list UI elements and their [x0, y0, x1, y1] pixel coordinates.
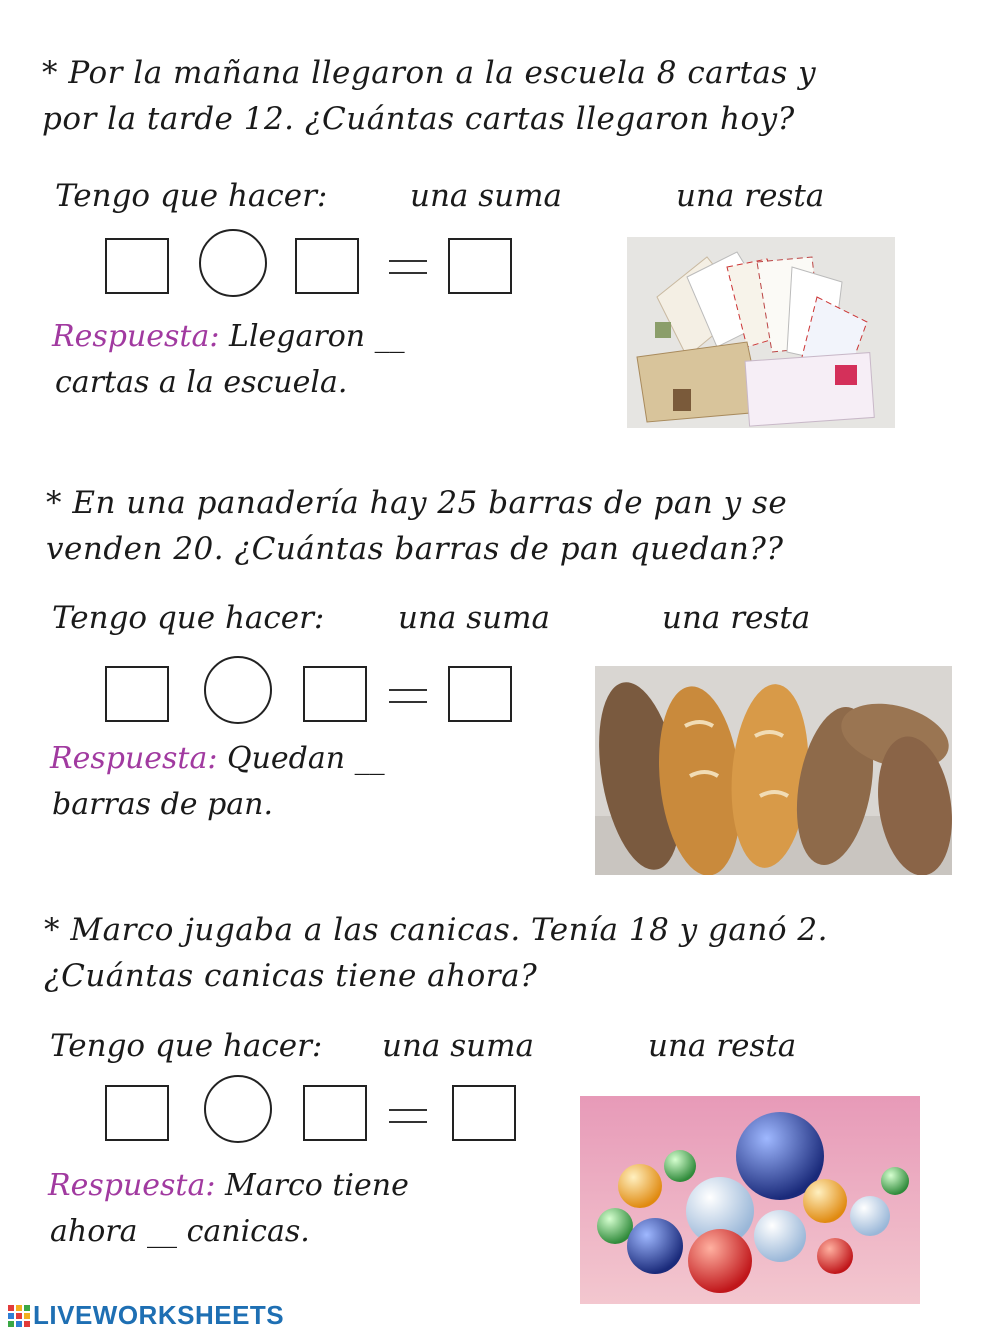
problem-2-prompt: Tengo que hacer:: [52, 600, 325, 636]
problem-3-prompt: Tengo que hacer:: [50, 1028, 323, 1064]
problem-3-text-line2: ¿Cuántas canicas tiene ahora?: [44, 958, 538, 994]
problem-2-answer-label: Respuesta:: [50, 741, 218, 776]
problem-3-answer-line1: [48, 1163, 409, 1209]
logo-grid-icon: [8, 1305, 30, 1327]
envelopes-photo: [627, 237, 895, 428]
problem-1-option-sum[interactable]: una suma: [410, 178, 563, 214]
problem-3-operand2-box[interactable]: [303, 1085, 367, 1141]
problem-1-result-box[interactable]: [448, 238, 512, 294]
problem-1-answer-sentence-start: Llegaron __: [229, 319, 405, 354]
problem-2-equals-sign: [389, 689, 427, 703]
problem-3-answer-line2: ahora __ canicas.: [50, 1214, 310, 1249]
problem-3-answer-sentence-start: Marco tiene: [225, 1168, 409, 1203]
bread-loaves-photo: [595, 666, 952, 875]
problem-1-prompt: Tengo que hacer:: [55, 178, 328, 214]
problem-1-answer-line1: [52, 314, 405, 360]
problem-1-option-subtraction[interactable]: una resta: [676, 178, 825, 214]
problem-2-operand2-box[interactable]: [303, 666, 367, 722]
problem-2-answer-sentence-start: Quedan __: [227, 741, 385, 776]
problem-1-answer-line2: cartas a la escuela.: [55, 365, 348, 400]
problem-3-operand1-box[interactable]: [105, 1085, 169, 1141]
problem-3-operator-circle[interactable]: [204, 1075, 272, 1143]
problem-1-equals-sign: [389, 260, 427, 274]
problem-2-text-line2: venden 20. ¿Cuántas barras de pan quedan??: [46, 531, 784, 567]
problem-2-operand1-box[interactable]: [105, 666, 169, 722]
problem-3-equals-sign: [389, 1109, 427, 1123]
problem-2-text-line1: * En una panadería hay 25 barras de pan y se: [46, 485, 788, 521]
problem-2-option-subtraction[interactable]: una resta: [662, 600, 811, 636]
problem-2-answer-line1: [50, 736, 385, 782]
problem-2-answer-line2: barras de pan.: [52, 787, 274, 822]
problem-3-option-sum[interactable]: una suma: [382, 1028, 535, 1064]
problem-1-operand2-box[interactable]: [295, 238, 359, 294]
problem-3-text-line1: * Marco jugaba a las canicas. Tenía 18 y ganó 2.: [44, 912, 828, 948]
problem-1-answer-label: Respuesta:: [52, 319, 220, 354]
marbles-photo: [580, 1096, 920, 1304]
problem-2-result-box[interactable]: [448, 666, 512, 722]
problem-1-text-line2: por la tarde 12. ¿Cuántas cartas llegaron hoy?: [42, 101, 795, 137]
problem-2-option-sum[interactable]: una suma: [398, 600, 551, 636]
liveworksheets-logo[interactable]: [8, 1300, 284, 1331]
problem-1-text-line1: * Por la mañana llegaron a la escuela 8 cartas y: [42, 55, 817, 91]
problem-3-option-subtraction[interactable]: una resta: [648, 1028, 797, 1064]
problem-2-operator-circle[interactable]: [204, 656, 272, 724]
problem-1-operator-circle[interactable]: [199, 229, 267, 297]
problem-1-operand1-box[interactable]: [105, 238, 169, 294]
problem-3-result-box[interactable]: [452, 1085, 516, 1141]
footer-brand-text: LIVEWORKSHEETS: [33, 1300, 285, 1330]
problem-3-answer-label: Respuesta:: [48, 1168, 216, 1203]
